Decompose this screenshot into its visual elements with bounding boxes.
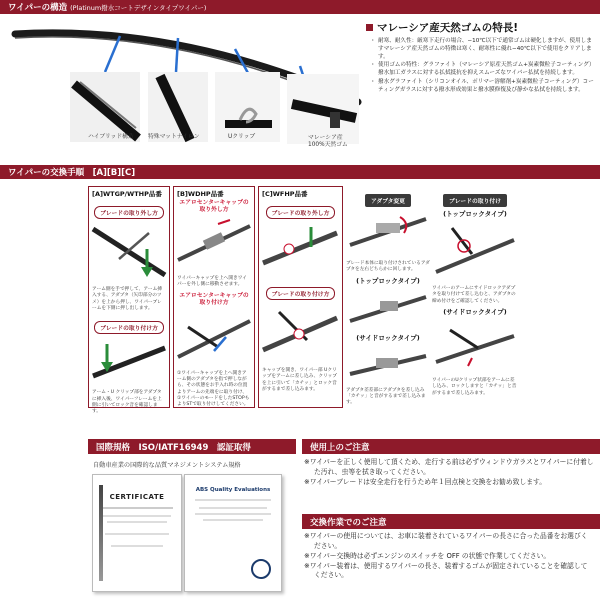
panel-b-cap-attach-diagram	[174, 307, 254, 367]
adapter-text-2: アダプタ差差部にアダプタを差し込み「カチッ」と音がするまで差し込みます。	[346, 387, 426, 406]
caption-rubber: マレーシア産 100%天然ゴム	[308, 135, 348, 148]
structure-header	[0, 0, 600, 14]
panel-b-attach-text: ①ワイパーキャップを上へ開きアーム側のアダプタを指で押しながら、その状態をお手入れ時の位置よりアームの先端をに取り付け、①ワイパーのモードをしたSTOPもよりSTで取り付けしてください。	[177, 370, 250, 408]
panel-c-title: [C]WFHP品番	[262, 190, 308, 198]
replacement-item: ※ワイパー交換時は必ずエンジンのスイッチを OFF の状態で作業してください。	[304, 551, 551, 560]
panel-b-cap-attach-label: エアロセンターキャップの 取り付け方	[179, 292, 249, 306]
blade-attach-top-label: (トップロックタイプ)	[443, 210, 507, 218]
features-list	[370, 38, 596, 95]
certificate-document	[92, 474, 182, 592]
panel-a-attach-diagram	[89, 334, 169, 386]
certificate-border-strip	[99, 485, 103, 581]
features-title	[366, 20, 518, 35]
adapter-text-1: ブレード本体に取り付けされているアダプタを左右どちらかに回します。	[346, 261, 430, 273]
exchange-section	[0, 180, 600, 415]
certificate-heading: CERTIFICATE	[109, 493, 165, 501]
certification-subtitle: 自動車産業の国際的な品質マネジメントシステム規格	[93, 462, 241, 469]
cautions-title: 使用上のご注意	[310, 442, 370, 453]
square-bullet-icon	[366, 24, 373, 31]
caution-item: ※ワイパーブレードは安全走行を行うため年１回点検と交換をお勧め致します。	[304, 477, 547, 486]
panel-a-title: [A]WTGP/WTHP品番	[92, 190, 162, 198]
panel-b-cap-text: ワイパーキャップを上へ開きワイパーを外し側に移動させます。	[177, 275, 247, 288]
feature-item: ・ 耐寒、耐久性：厳寒下走行の場合、−10℃以下で通常ゴムは硬化しますが、使用しますマレーシア産天然ゴムの特徴は寒く、耐寒性に優れ−40℃以下で使用をクリアします。	[370, 38, 596, 62]
blade-attach-side-diagram	[432, 318, 518, 374]
feature-item: ・ 撥水グラファイト（シリコンオイル、ポリマー溶解剤+炭素微粒子コーティング）コーティングガラスに対する撥水形成効果と撥水膜修復及び静かな払拭を持続します。	[370, 79, 596, 95]
panel-c-attach-diagram	[259, 300, 341, 364]
cautions-header	[302, 439, 600, 454]
adapter-title: アダプタ変更	[365, 194, 411, 207]
abs-certificate-heading: ABS Quality Evaluations	[195, 487, 271, 493]
panel-a-remove-diagram	[89, 219, 169, 283]
panel-c-attach-label: ブレードの取り付け方	[266, 287, 336, 300]
abs-certificate-document	[184, 474, 282, 592]
adapter-top-label: (トップロックタイプ)	[356, 276, 420, 285]
replacement-notes	[304, 532, 594, 581]
blade-attach-top-text: ワイパーのアームにサイドロックアダプタを取り付けて差し込むと、アダプタの締め付けをご確認してください。	[432, 286, 516, 304]
panel-a-remove-label: ブレードの取り外し方	[94, 206, 164, 219]
blade-attach-top-diagram	[432, 220, 518, 282]
cautions-notes	[304, 458, 594, 488]
panel-a-attach-text: アーム・U クリップ部をアダプタに挿入後、ワイパーフレームを上側に引いてロック音を確認します。	[92, 390, 162, 415]
caption-uclip: Uクリップ	[228, 134, 256, 140]
panel-a	[88, 186, 170, 415]
panel-b-cap-remove-diagram	[174, 214, 254, 272]
caption-nylon: 特殊マットナイロン	[148, 134, 200, 140]
panel-c	[258, 186, 343, 408]
certificate-seal-icon	[251, 559, 271, 579]
caption-hybrid: ハイブリッド構造	[88, 134, 134, 140]
exchange-header	[0, 165, 600, 179]
replacement-item: ※ワイパーの使用については、お車に装着されているワイパーの長さに合った品番をお選びください。	[304, 532, 588, 550]
feature-item: ・ 使用ゴムの特性：グラファイト（マレーシア原産天然ゴム+炭素微粒子コーティング）撥水加工ガラスに対する払拭抵抗を抑えスムーズなワイパー払拭を持続します。	[370, 62, 596, 78]
panel-c-remove-diagram	[259, 219, 341, 277]
adapter-side-diagram	[346, 344, 430, 384]
certification-title: 国際規格 ISO/IATF16949 認証取得	[96, 442, 251, 453]
panel-a-remove-text: アーム側を手で押して、アーム挿入する、アダプタ（矢印部分のツメ）を上から押し、ワイパーブレームを下側に押し出します。	[92, 287, 162, 312]
replacement-header	[302, 514, 600, 529]
caution-item: ※ワイパーを正しく使用して頂くため、走行する前は必ずウィンドウガラスとワイパーに付着した汚れ、虫等を拭き取ってください。	[304, 458, 594, 476]
adapter-change	[346, 188, 430, 410]
features-title-text: マレーシア産天然ゴムの特長!	[377, 22, 519, 34]
panel-b	[173, 186, 255, 408]
structure-title: ワイパーの構造	[8, 3, 68, 13]
exchange-title: ワイパーの交換手順 [A][B][C]	[8, 168, 136, 178]
structure-subtitle: (Platinum撥水コートデザインタイプワイパー)	[70, 3, 207, 12]
blade-attach-title: ブレードの取り付け	[443, 194, 507, 207]
blade-attach-side-label: (サイドロックタイプ)	[443, 308, 507, 317]
adapter-top-diagram	[346, 287, 430, 327]
panel-a-attach-label: ブレードの取り付け方	[94, 321, 164, 334]
wiper-structure-illustration	[0, 14, 362, 160]
adapter-diagram-1	[346, 207, 430, 257]
replacement-title: 交換作業でのご注意	[310, 517, 387, 528]
certification-header	[88, 439, 296, 454]
panel-c-remove-label: ブレードの取り外し方	[266, 206, 336, 219]
blade-attach-side-text: ワイパーのUクリップ状部をアームに差し込み、ロックしますと「カチッ」と音がするまで差し込みます。	[432, 378, 517, 396]
replacement-item: ※ワイパー装着は、使用するワイパーの長さ、装着するゴムが固定されていることを確認してください。	[304, 561, 588, 580]
panel-b-title: [B]WDHP品番	[177, 190, 224, 198]
adapter-side-label: (サイドロックタイプ)	[356, 333, 420, 342]
panel-b-cap-remove-label: エアロセンターキャップの 取り外し方	[179, 200, 249, 213]
blade-attach	[432, 188, 518, 410]
panel-c-attach-text: キャップを開き、ワイパー部 Uクリップをアームに差し込み、クリップを上に引いて「カチッ」とロック音がするまで差し込みます。	[262, 368, 337, 393]
